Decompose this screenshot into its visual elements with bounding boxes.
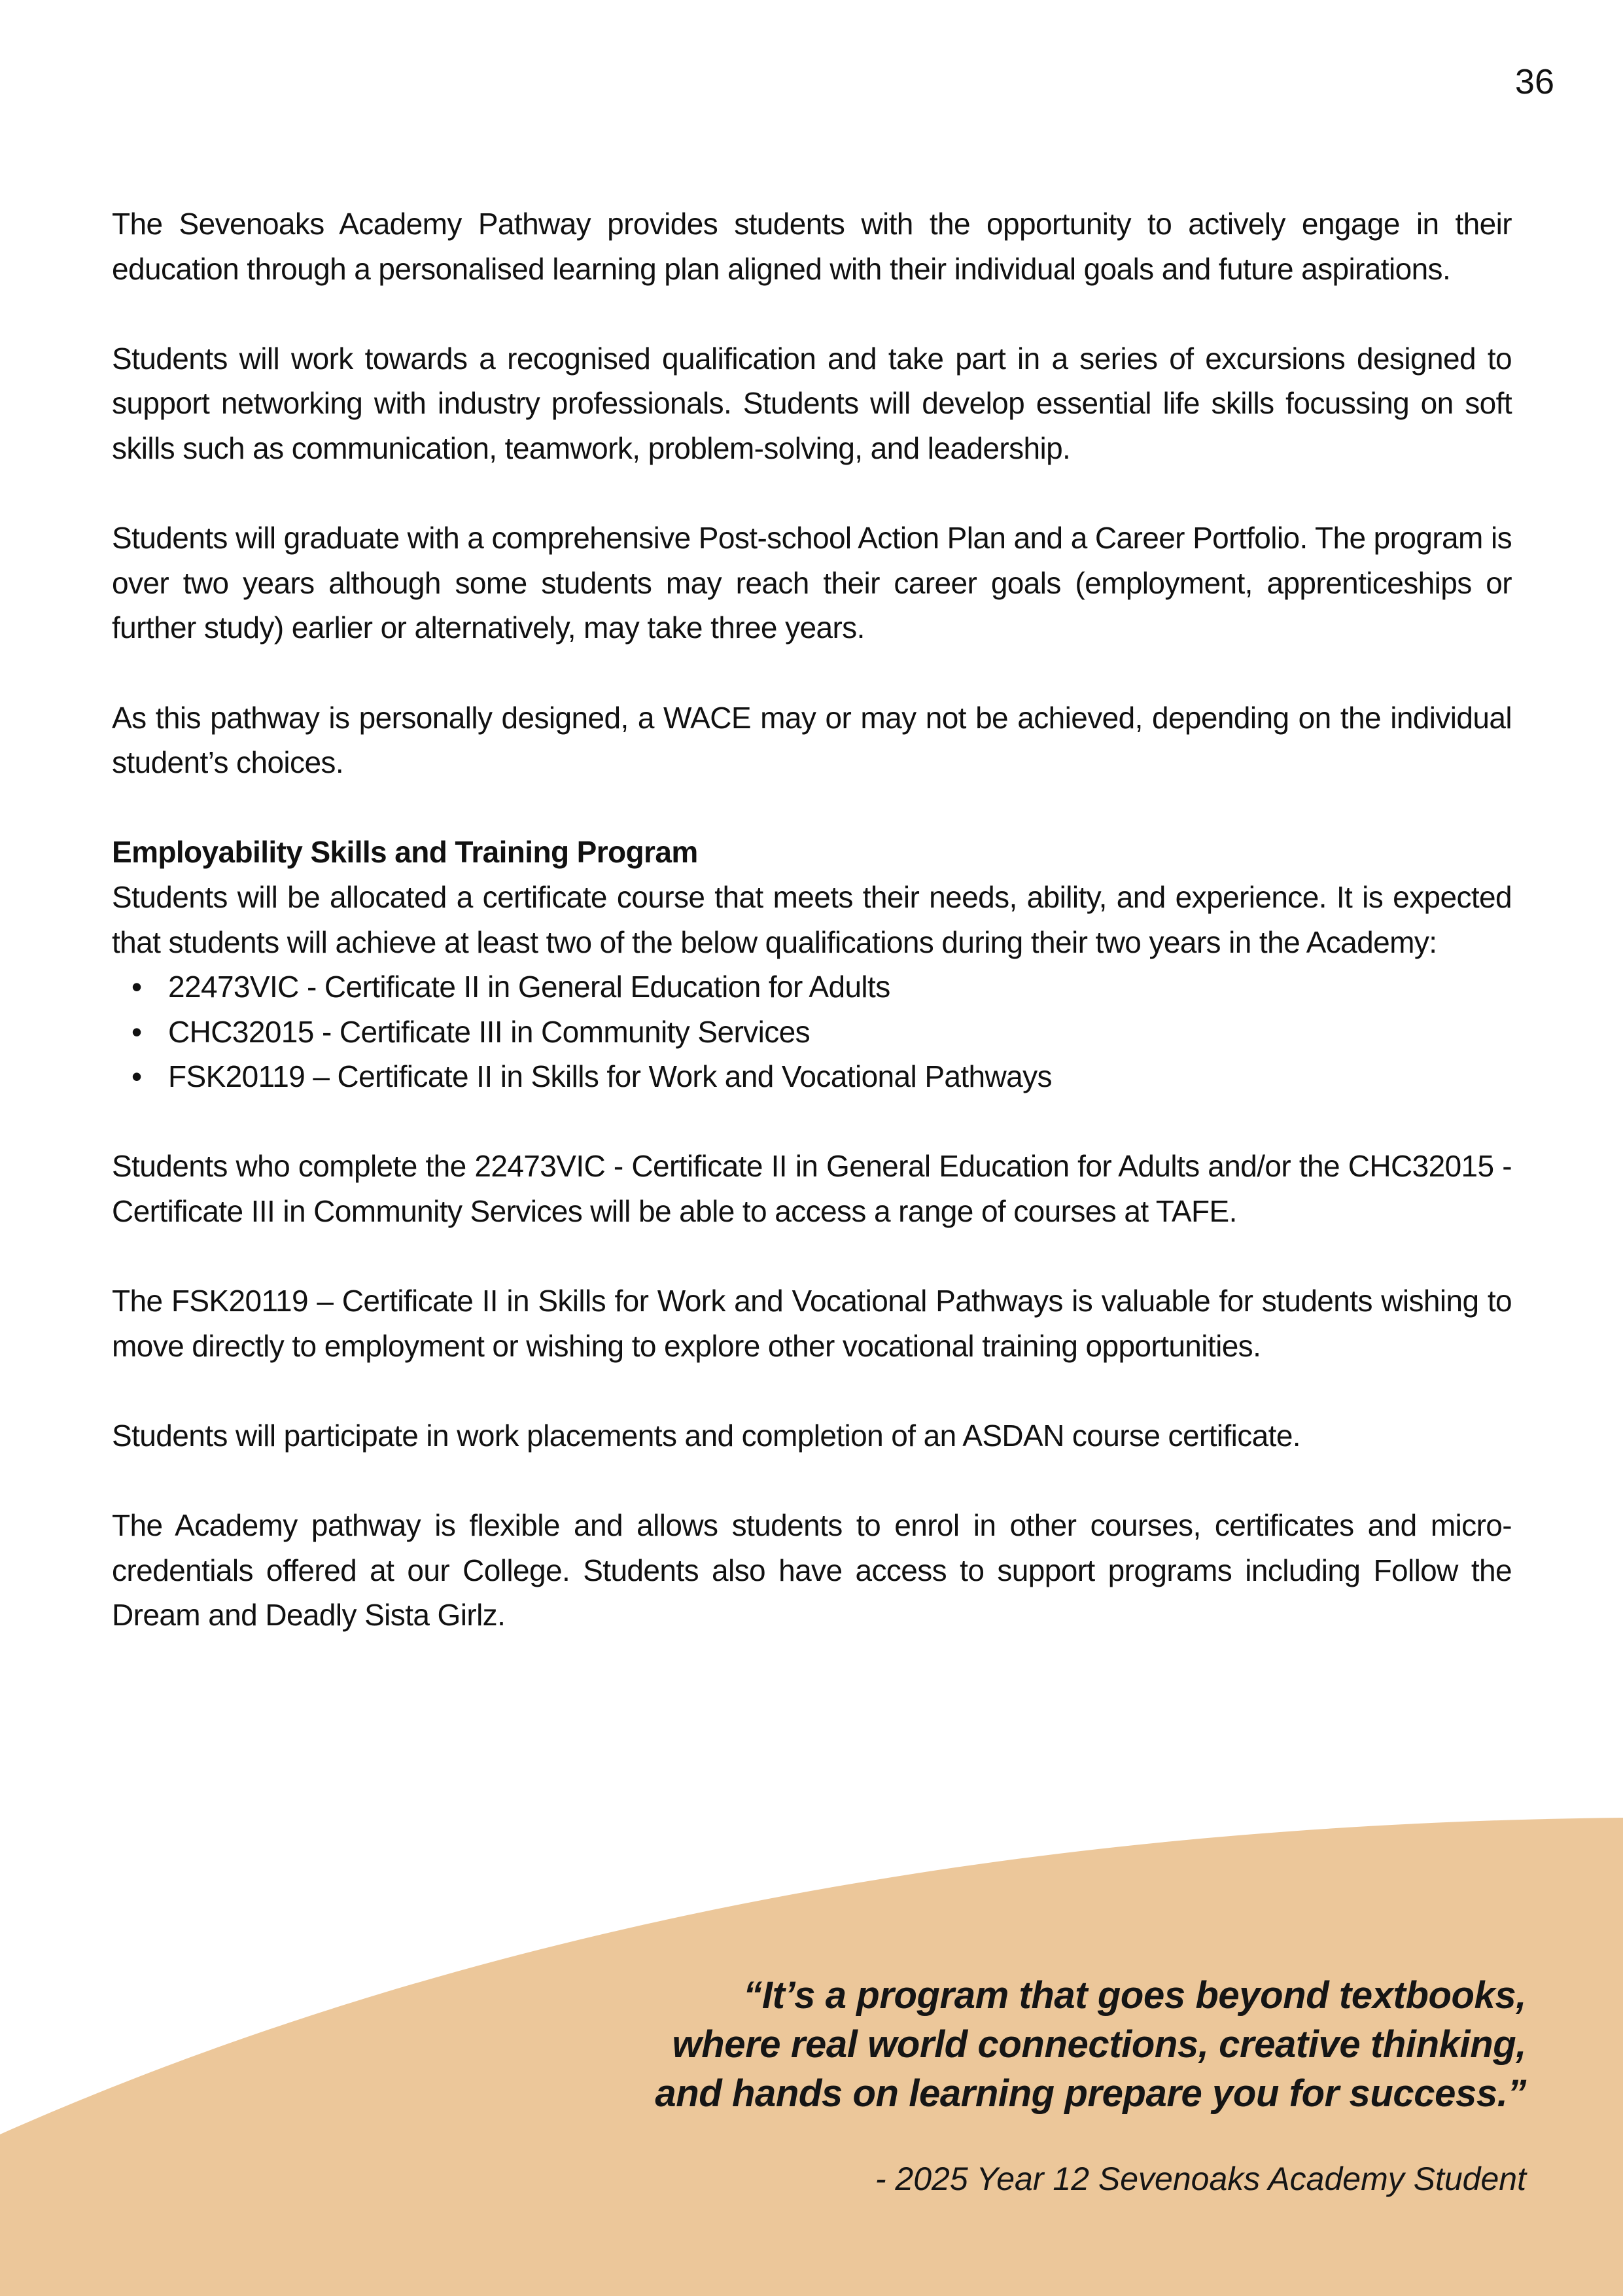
qualifications-list xyxy=(112,964,1512,1099)
section-paragraph: Students who complete the 22473VIC - Certificate II in General Education for Adults and/or the CHC32015 - Certificate III in Community Services will be able to access a range of courses at TAFE. xyxy=(112,1149,1512,1229)
intro-paragraph: Students will graduate with a comprehensive Post-school Action Plan and a Career Portfolio. The program is over two years although some students may reach their career goals (employment, apprenticeships or further study) earlier or alternatively, may take three years. xyxy=(112,521,1512,645)
section-lead-paragraph: Students will be allocated a certificate course that meets their needs, ability, and experience. It is expected that students will achieve at least two of the below qualifications during their two years in the Academy: xyxy=(112,879,1512,959)
quote-line: “It’s a program that goes beyond textbooks, xyxy=(743,1974,1526,2017)
section-paragraph: Students will participate in work placements and completion of an ASDAN course certificate. xyxy=(112,1419,1300,1453)
section-heading: Employability Skills and Training Program xyxy=(112,835,698,870)
list-item: • 22473VIC - Certificate II in General Education for Adults xyxy=(168,964,1512,1010)
section-paragraph: The FSK20119 – Certificate II in Skills for Work and Vocational Pathways is valuable for students wishing to move directly to employment or wishing to explore other vocational training opportunities. xyxy=(112,1284,1512,1363)
section-paragraph: The Academy pathway is flexible and allows students to enrol in other courses, certificates and micro-credentials offered at our College. Students also have access to support programs including Follow the Dream and Deadly Sista Girlz. xyxy=(112,1508,1512,1633)
quote-attribution: - 2025 Year 12 Sevenoaks Academy Student xyxy=(875,2161,1526,2197)
main-content xyxy=(112,202,1512,1638)
quote-line: where real world connections, creative thinking, xyxy=(672,2023,1526,2066)
intro-paragraph: The Sevenoaks Academy Pathway provides students with the opportunity to actively engage in their education through a personalised learning plan aligned with their individual goals and future aspirations. xyxy=(112,207,1512,286)
list-item: • CHC32015 - Certificate III in Community Services xyxy=(168,1010,1512,1055)
list-item: • FSK20119 – Certificate II in Skills for Work and Vocational Pathways xyxy=(168,1054,1512,1099)
page-number: 36 xyxy=(1514,62,1554,101)
intro-paragraph: Students will work towards a recognised qualification and take part in a series of excursions designed to support networking with industry professionals. Students will develop essential life skills focussing on soft skills such as communication, teamwork, problem-solving, and leadership. xyxy=(112,341,1512,465)
intro-paragraph: As this pathway is personally designed, a WACE may or may not be achieved, depending on the individual student’s choices. xyxy=(112,700,1512,780)
quote-line: and hands on learning prepare you for success.” xyxy=(655,2072,1526,2115)
student-quote xyxy=(414,1971,1526,2118)
